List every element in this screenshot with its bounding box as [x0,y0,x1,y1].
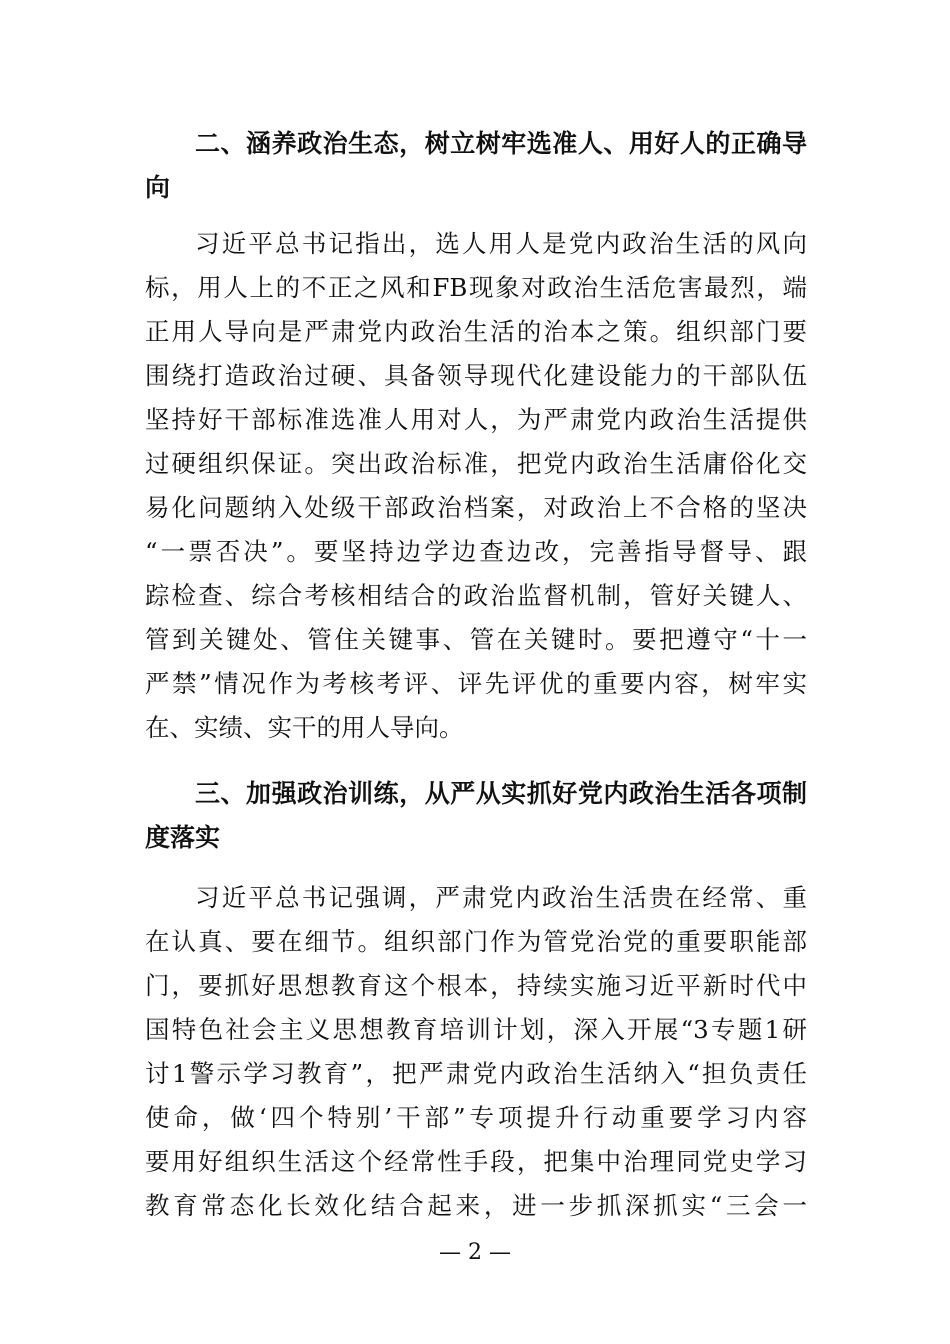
section-3-heading: 三、加强政治训练，从严从实抓好党内政治生活各项制度落实 [145,779,807,852]
paragraph-line: 讨1警示学习教育”，把严肃党内政治生活纳入“担负责任 [145,1059,807,1088]
paragraph-line: 标，用人上的不正之风和FB现象对政治生活危害最烈，端 [145,273,807,302]
paragraph-line: 管到关键处、管住关键事、管在关键时。要把遵守“十一 [145,625,807,654]
section-2-heading: 二、涵养政治生态，树立树牢选准人、用好人的正确导向 [145,129,807,202]
paragraph-line: 在、实绩、实干的用人导向。 [145,713,464,742]
paragraph-line: 习近平总书记指出，选人用人是党内政治生活的风向 [195,229,807,258]
paragraph-line: 踪检查、综合考核相结合的政治监督机制，管好关键人、 [145,581,807,610]
paragraph-line: 坚持好干部标准选准人用对人，为严肃党内政治生活提供 [145,405,807,434]
page-number: — 2 — [439,1240,511,1265]
section-3 [145,772,807,860]
paragraph-line: 易化问题纳入处级干部政治档案，对政治上不合格的坚决 [145,493,807,522]
paragraph-line: 在认真、要在细节。组织部门作为管党治党的重要职能部 [145,927,807,956]
paragraph-line: 过硬组织保证。突出政治标准，把党内政治生活庸俗化交 [145,449,807,478]
section-2-body [145,222,807,750]
paragraph-line: 习近平总书记强调，严肃党内政治生活贵在经常、重 [195,883,807,912]
paragraph-line: 正用人导向是严肃党内政治生活的治本之策。组织部门要 [145,317,807,346]
paragraph-line: 围绕打造政治过硬、具备领导现代化建设能力的干部队伍 [145,361,807,390]
paragraph-line: 国特色社会主义思想教育培训计划，深入开展“3专题1研 [145,1015,807,1044]
paragraph-line: 要用好组织生活这个经常性手段，把集中治理同党史学习 [145,1147,807,1176]
paragraph-line: 门，要抓好思想教育这个根本，持续实施习近平新时代中 [145,971,807,1000]
section-2 [145,122,807,210]
paragraph-line: 教育常态化长效化结合起来，进一步抓深抓实“三会一 [145,1191,807,1220]
section-3-body [145,876,807,1228]
paragraph-line: 使命，做‘四个特别’干部”专项提升行动重要学习内容 [145,1103,807,1132]
paragraph-line: 严禁”情况作为考核考评、评先评优的重要内容，树牢实 [145,669,807,698]
paragraph-line: “一票否决”。要坚持边学边查边改，完善指导督导、跟 [145,537,807,566]
